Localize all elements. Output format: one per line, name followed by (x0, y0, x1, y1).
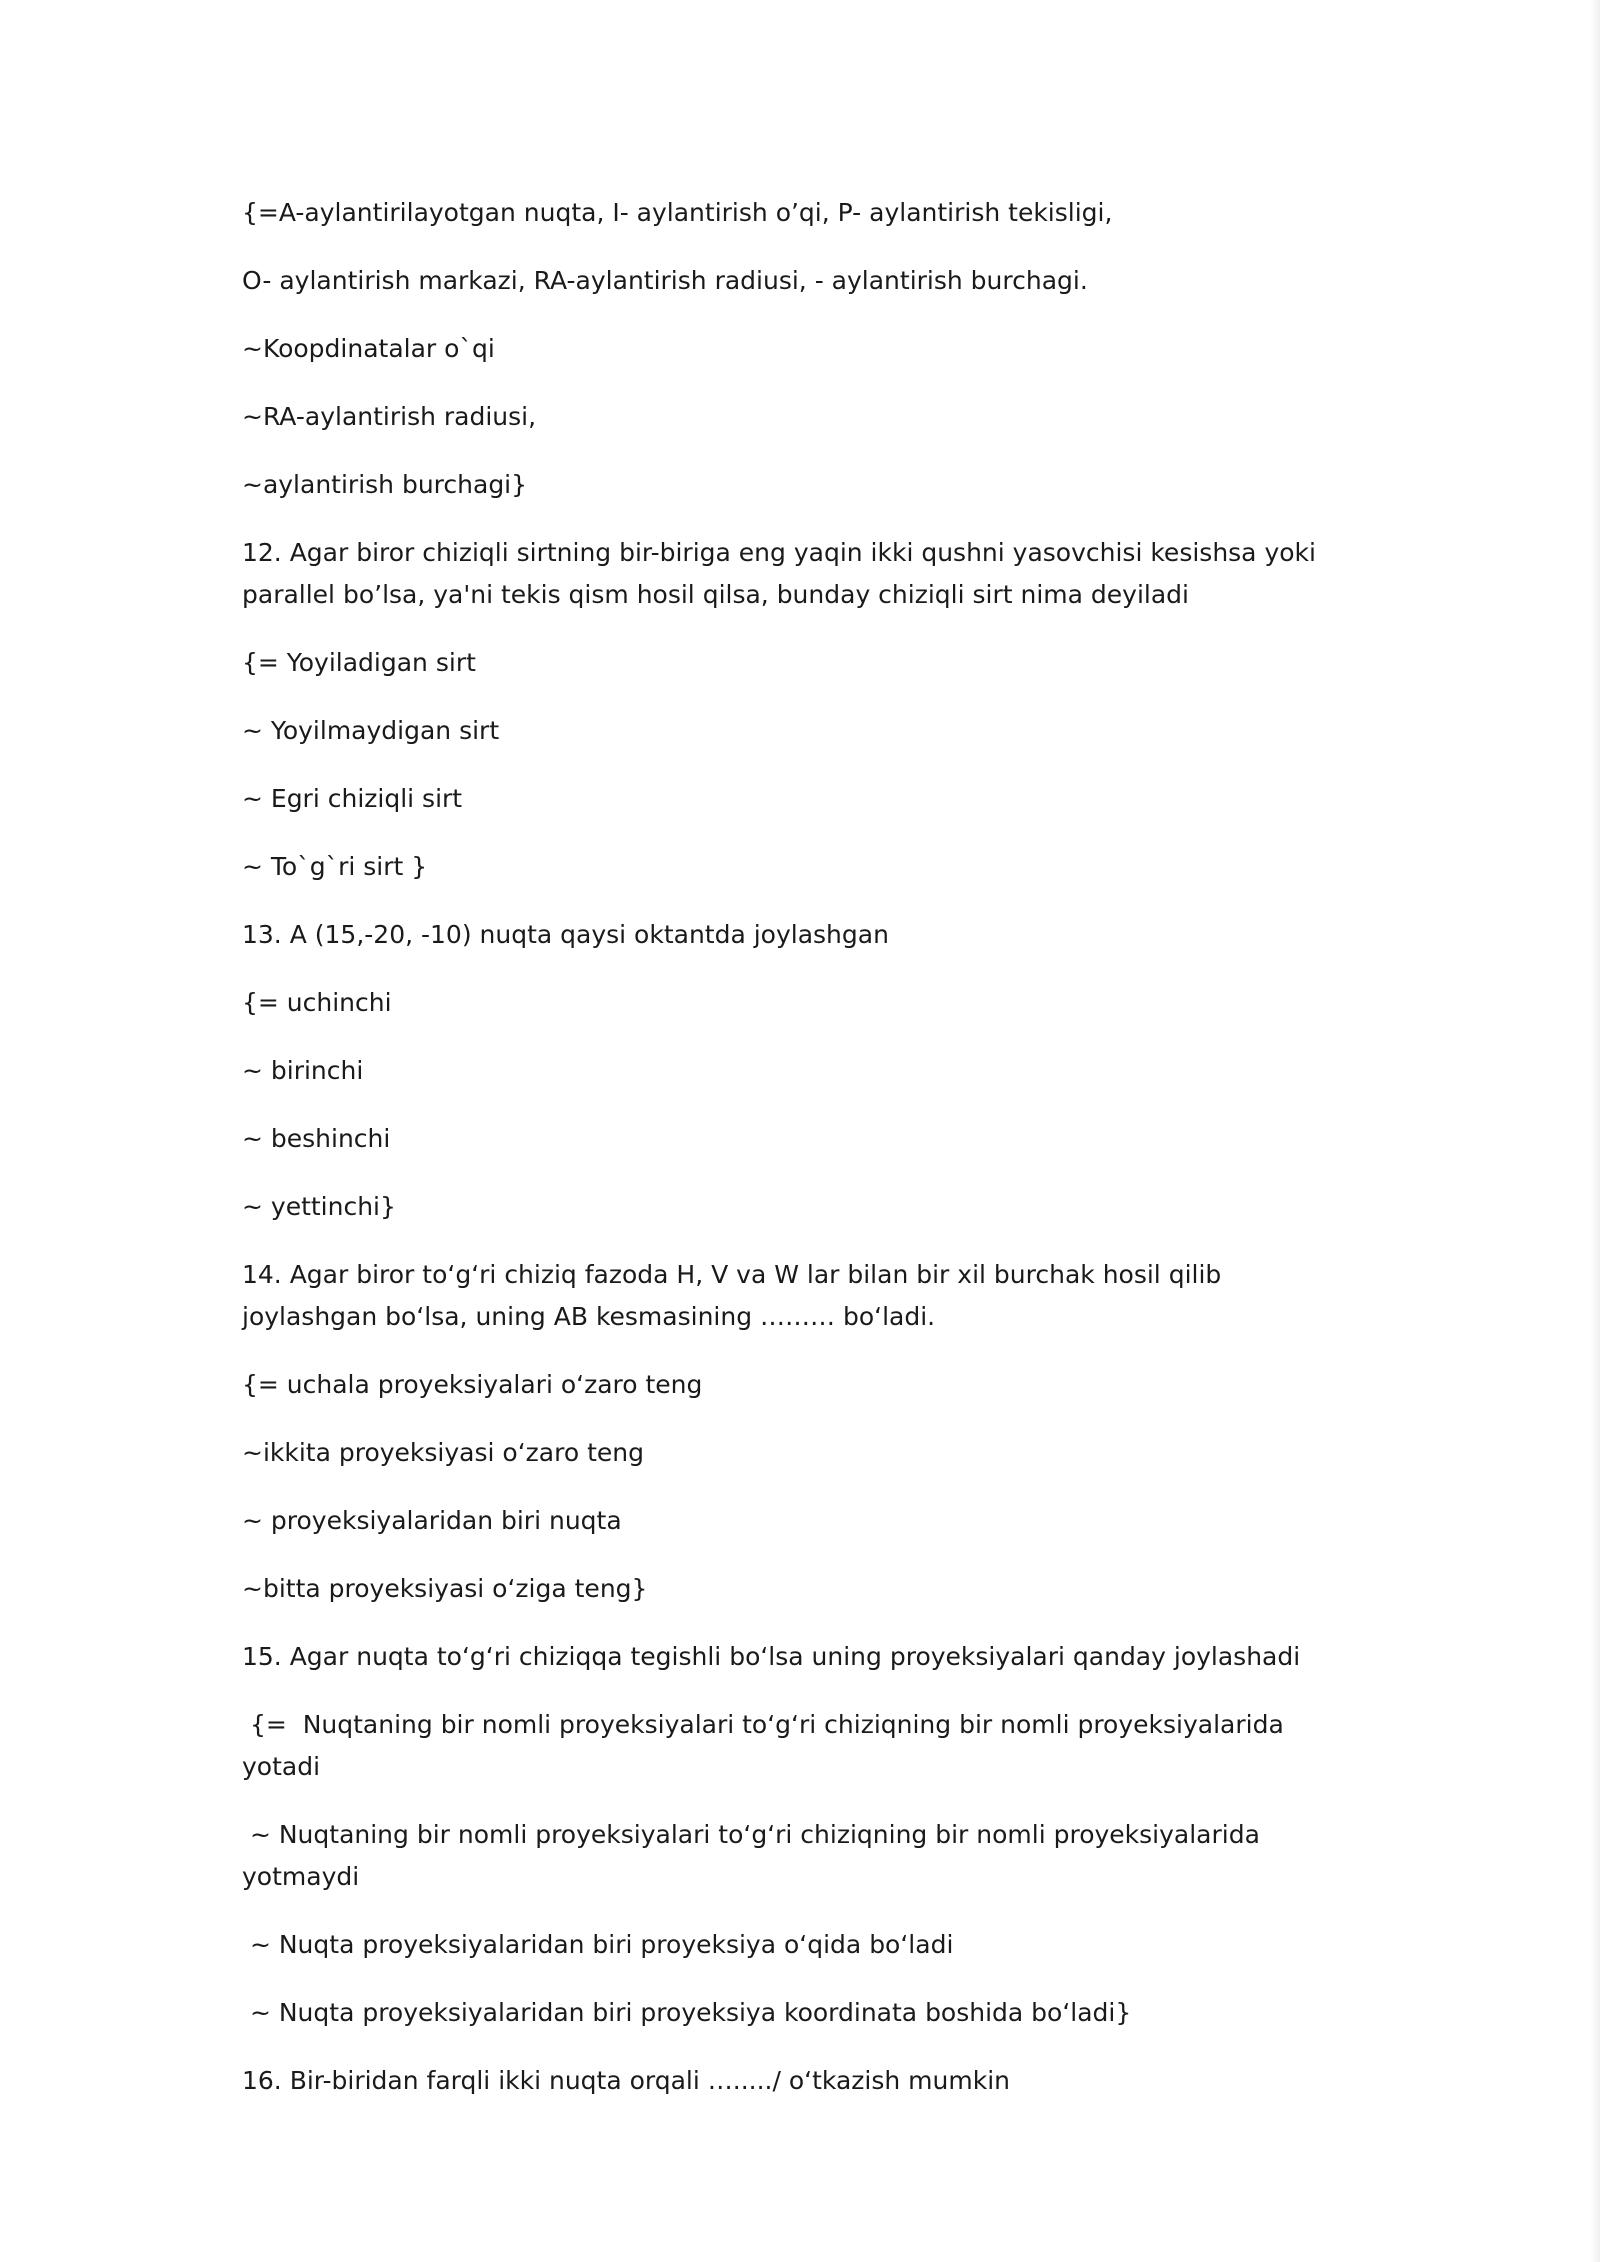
answer-option: ~ To`g`ri sirt } (242, 852, 428, 881)
answer-option: ~ikkita proyeksiyasi oʻzaro teng (242, 1438, 644, 1467)
question-13: 13. A (15,-20, -10) nuqta qaysi oktantda joylashgan (242, 920, 889, 949)
question-14: 14. Agar biror toʻgʻri chiziq fazoda H, V va W lar bilan bir xil burchak hosil qilib joylashgan boʻlsa, uning AB kesmasining ……… boʻladi. (242, 1260, 1230, 1331)
answer-line: O- aylantirish markazi, RA-aylantirish radiusi, - aylantirish burchagi. (242, 266, 1088, 295)
document-body (242, 192, 1362, 2128)
answer-correct: {= Nuqtaning bir nomli proyeksiyalari toʻgʻri chiziqning bir nomli proyeksiyalarida yotadi (242, 1710, 1292, 1781)
question-16: 16. Bir-biridan farqli ikki nuqta orqali …...../ oʻtkazish mumkin (242, 2066, 1010, 2095)
answer-option: ~ proyeksiyalaridan biri nuqta (242, 1506, 622, 1535)
answer-option: ~ Nuqta proyeksiyalaridan biri proyeksiya oʻqida boʻladi (242, 1930, 954, 1959)
answer-option: ~RA-aylantirish radiusi, (242, 402, 537, 431)
answer-option: ~Koopdinatalar o`qi (242, 334, 495, 363)
answer-option: ~ Yoyilmaydigan sirt (242, 716, 500, 745)
answer-option: ~ Nuqta proyeksiyalaridan biri proyeksiya koordinata boshida boʻladi} (242, 1998, 1132, 2027)
question-15: 15. Agar nuqta toʻgʻri chiziqqa tegishli boʻlsa uning proyeksiyalari qanday joylashadi (242, 1642, 1301, 1671)
answer-correct: {= uchala proyeksiyalari oʻzaro teng (242, 1370, 703, 1399)
answer-correct: {= Yoyiladigan sirt (242, 648, 476, 677)
answer-correct: {= uchinchi (242, 988, 392, 1017)
question-12: 12. Agar biror chiziqli sirtning bir-biriga eng yaqin ikki qushni yasovchisi kesishsa yoki parallel bo’lsa, ya'ni tekis qism hosil qilsa, bunday chiziqli sirt nima deyiladi (242, 538, 1324, 609)
answer-option: ~ yettinchi} (242, 1192, 396, 1221)
answer-line: {=A-aylantirilayotgan nuqta, I- aylantirish o’qi, P- aylantirish tekisligi, (242, 198, 1113, 227)
answer-option: ~bitta proyeksiyasi oʻziga teng} (242, 1574, 648, 1603)
answer-option: ~ birinchi (242, 1056, 364, 1085)
answer-option: ~ beshinchi (242, 1124, 391, 1153)
page-edge-shadow (1590, 0, 1600, 2262)
answer-option: ~ Egri chiziqli sirt (242, 784, 463, 813)
answer-option: ~ Nuqtaning bir nomli proyeksiyalari toʻgʻri chiziqning bir nomli proyeksiyalarida yotmaydi (242, 1820, 1268, 1891)
answer-option: ~aylantirish burchagi} (242, 470, 528, 499)
